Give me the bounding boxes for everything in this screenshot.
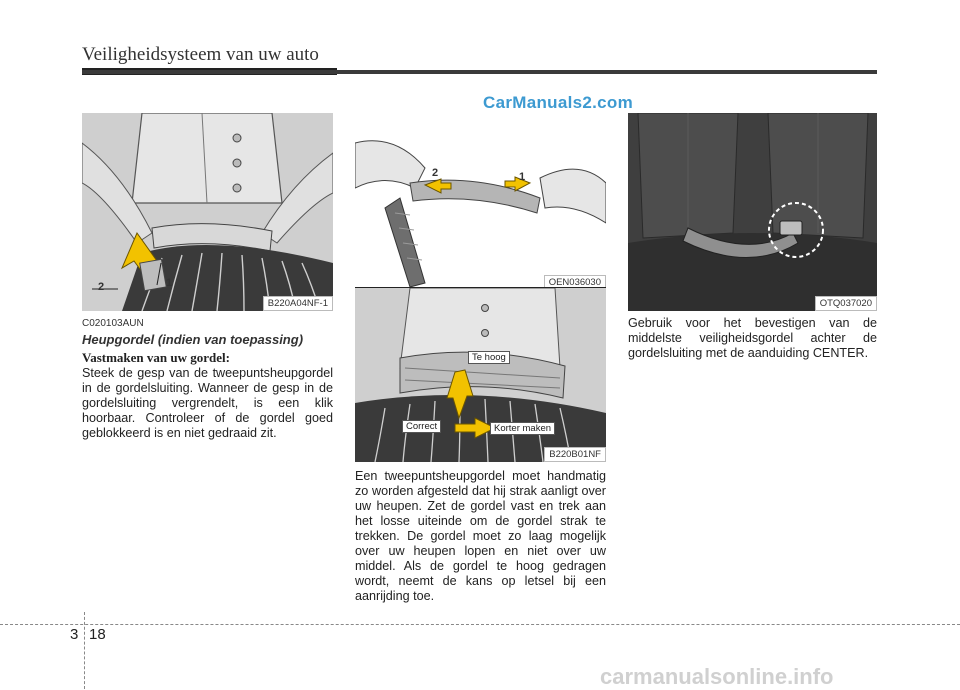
section-subheading: Vastmaken van uw gordel: bbox=[82, 350, 230, 365]
body-text-fasten: Steek de gesp van de tweepuntsheupgordel in de gordelsluiting. Wanneer de gesp in de gordelsluiting vergrendelt, is een klik hoorbaar. Controleer of de gordel goed geblokkeerd is en niet gedraaid zit. bbox=[82, 366, 333, 440]
callout-1: 1 bbox=[519, 171, 526, 183]
label-too-high: Te hoog bbox=[468, 351, 510, 364]
figure-lap-belt-fastening bbox=[82, 113, 333, 311]
footer-divider bbox=[84, 612, 85, 689]
body-text-center-belt: Gebruik voor het bevestigen van de middelste veiligheidsgordel achter de gordelsluiting met de aanduiding CENTER. bbox=[628, 316, 877, 360]
callout-1: 1 bbox=[166, 277, 173, 289]
page-number: 18 bbox=[89, 626, 106, 643]
figure-center-belt bbox=[628, 113, 877, 311]
label-shorten: Korter maken bbox=[490, 422, 555, 435]
page-header-title: Veiligheidsysteem van uw auto bbox=[82, 44, 319, 65]
chapter-number: 3 bbox=[70, 626, 79, 643]
header-rule bbox=[82, 70, 877, 74]
callout-2: 2 bbox=[98, 281, 105, 293]
figure-code: OEN036030 bbox=[544, 275, 606, 287]
figure-code: B220A04NF-1 bbox=[263, 296, 333, 311]
belt-adjust-illustration bbox=[355, 113, 606, 287]
footer-rule bbox=[0, 624, 960, 625]
body-text-adjust: Een tweepuntsheupgordel moet handmatig zo worden afgesteld dat hij strak aanligt over uw heupen. Zet de gordel vast en trek aan het losse uiteinde om de gordel strak te trekken. De gordel moet zo laag mogelijk over uw heupen lopen en niet over uw middel. Als de gordel te hoog gedragen wordt, neemt de kans op letsel bij een aanrijding toe. bbox=[355, 469, 606, 603]
label-correct: Correct bbox=[402, 420, 441, 433]
figure-code: B220B01NF bbox=[544, 447, 606, 462]
watermark[interactable]: CarManuals2.com bbox=[483, 93, 633, 112]
site-watermark[interactable]: carmanualsonline.info bbox=[600, 664, 834, 689]
lap-belt-illustration bbox=[82, 113, 333, 311]
callout-2: 2 bbox=[432, 167, 439, 179]
section-heading: Heupgordel (indien van toepassing) bbox=[82, 332, 304, 347]
figure-code: OTQ037020 bbox=[815, 296, 877, 311]
figure-belt-adjust bbox=[355, 113, 606, 287]
center-seat-illustration bbox=[628, 113, 877, 311]
figure-belt-position bbox=[355, 288, 606, 462]
section-ref-code: C020103AUN bbox=[82, 318, 144, 329]
belt-position-illustration bbox=[355, 288, 606, 462]
